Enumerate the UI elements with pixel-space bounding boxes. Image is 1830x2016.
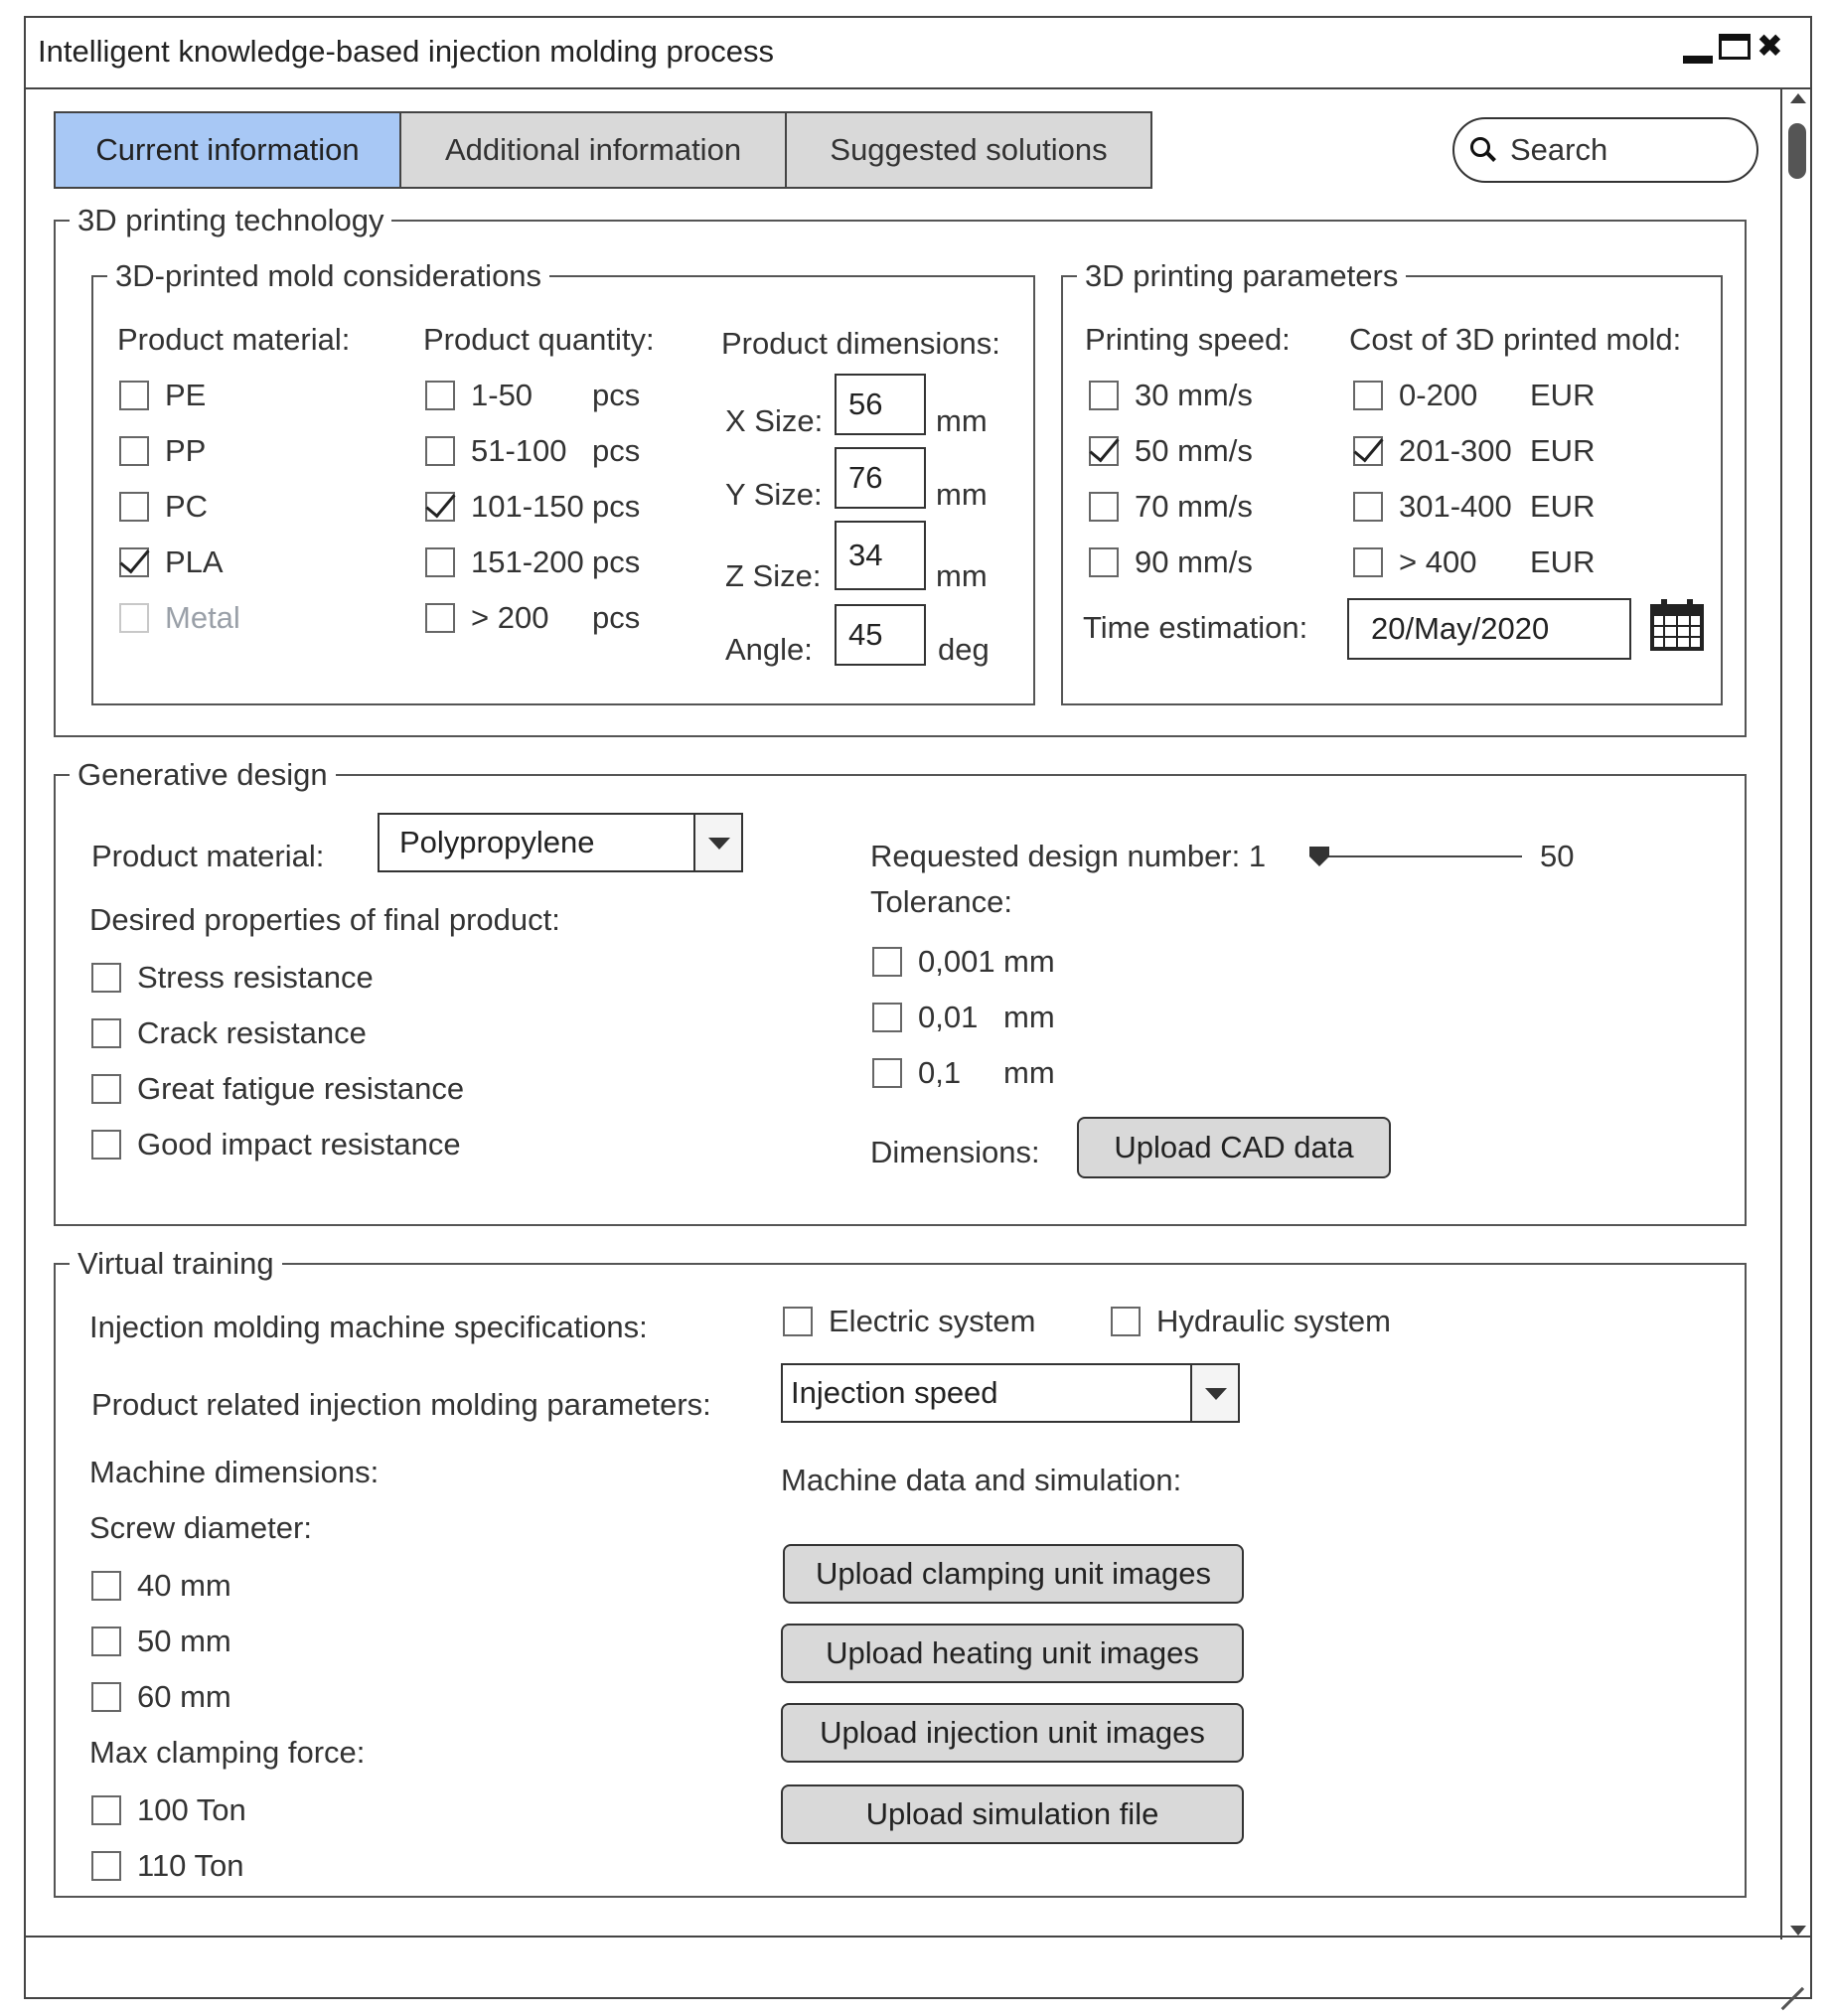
virtual-training-legend: Virtual training: [77, 1246, 274, 1281]
clamping-110[interactable]: 110 Ton: [91, 1848, 243, 1884]
screw-40[interactable]: 40 mm: [91, 1568, 231, 1604]
checkbox[interactable]: [91, 963, 121, 993]
search-input[interactable]: [1452, 117, 1758, 183]
tab-suggested-solutions[interactable]: Suggested solutions: [785, 111, 1152, 189]
checkbox-checked[interactable]: [1353, 436, 1383, 466]
design-number-max: 50: [1540, 839, 1575, 873]
mold-cost-label: Cost of 3D printed mold:: [1349, 322, 1682, 357]
quantity-151-200[interactable]: 151-200 pcs: [425, 544, 640, 580]
screw-60[interactable]: 60 mm: [91, 1679, 231, 1715]
tolerance-label: Tolerance:: [870, 884, 1013, 919]
printing-speed-label: Printing speed:: [1085, 322, 1291, 357]
tolerance-0-001[interactable]: 0,001 mm: [872, 944, 1055, 980]
checkbox[interactable]: [1089, 381, 1119, 410]
quantity-51-100[interactable]: 51-100 pcs: [425, 433, 640, 469]
checkbox[interactable]: [91, 1627, 121, 1656]
speed-90[interactable]: 90 mm/s: [1089, 544, 1253, 580]
quantity-over-200[interactable]: > 200 pcs: [425, 600, 640, 636]
property-stress[interactable]: Stress resistance: [91, 960, 374, 996]
material-pp[interactable]: PP: [119, 433, 206, 469]
vertical-scrollbar[interactable]: [1780, 89, 1812, 1939]
screw-50[interactable]: 50 mm: [91, 1624, 231, 1659]
minimize-icon[interactable]: [1683, 56, 1713, 64]
scroll-up-arrow-icon[interactable]: [1790, 93, 1806, 103]
checkbox[interactable]: [91, 1571, 121, 1601]
upload-injection-button[interactable]: Upload injection unit images: [781, 1703, 1244, 1763]
design-number-slider[interactable]: [1313, 855, 1522, 857]
product-quantity-label: Product quantity:: [423, 322, 655, 357]
printing-parameters-legend: 3D printing parameters: [1085, 258, 1399, 293]
speed-30[interactable]: 30 mm/s: [1089, 378, 1253, 413]
close-icon[interactable]: ✖: [1756, 28, 1783, 64]
checkbox[interactable]: [119, 436, 149, 466]
checkbox[interactable]: [119, 492, 149, 522]
checkbox[interactable]: [91, 1851, 121, 1881]
screw-diameter-label: Screw diameter:: [89, 1510, 312, 1545]
upload-clamping-button[interactable]: Upload clamping unit images: [783, 1544, 1244, 1604]
design-number-label: Requested design number: 1: [870, 839, 1267, 873]
machine-dimensions-label: Machine dimensions:: [89, 1455, 380, 1489]
mold-considerations-legend: 3D-printed mold considerations: [115, 258, 542, 293]
material-pla[interactable]: PLA: [119, 544, 224, 580]
property-impact[interactable]: Good impact resistance: [91, 1127, 461, 1163]
cost-201-300[interactable]: 201-300 EUR: [1353, 433, 1595, 469]
time-estimation-label: Time estimation:: [1083, 610, 1308, 645]
product-dimensions-label: Product dimensions:: [721, 326, 1000, 361]
system-electric[interactable]: Electric system: [783, 1304, 1035, 1339]
x-size-label: X Size:: [725, 403, 824, 438]
checkbox[interactable]: [425, 547, 455, 577]
checkbox[interactable]: [1089, 547, 1119, 577]
y-size-label: Y Size:: [725, 477, 823, 512]
z-size-input[interactable]: 34: [835, 521, 926, 590]
checkbox[interactable]: [872, 1058, 902, 1088]
cost-0-200[interactable]: 0-200 EUR: [1353, 378, 1595, 413]
angle-unit: deg: [938, 632, 990, 667]
checkbox-checked[interactable]: [1089, 436, 1119, 466]
upload-heating-button[interactable]: Upload heating unit images: [781, 1624, 1244, 1683]
checkbox[interactable]: [1089, 492, 1119, 522]
checkbox[interactable]: [783, 1307, 813, 1336]
tab-current-information[interactable]: Current information: [54, 111, 401, 189]
checkbox[interactable]: [425, 603, 455, 633]
speed-50[interactable]: 50 mm/s: [1089, 433, 1253, 469]
calendar-icon[interactable]: [1649, 596, 1705, 652]
y-size-input[interactable]: 76: [835, 447, 926, 509]
clamping-100[interactable]: 100 Ton: [91, 1792, 246, 1828]
desired-properties-label: Desired properties of final product:: [89, 902, 560, 937]
material-pe[interactable]: PE: [119, 378, 206, 413]
maximize-icon[interactable]: [1719, 34, 1751, 60]
checkbox[interactable]: [91, 1074, 121, 1104]
tab-additional-information[interactable]: Additional information: [399, 111, 787, 189]
checkbox[interactable]: [1353, 547, 1383, 577]
search-placeholder: Search: [1510, 132, 1608, 167]
generative-design-legend: Generative design: [77, 757, 328, 792]
z-size-label: Z Size:: [725, 558, 822, 593]
chevron-down-icon[interactable]: [693, 815, 741, 870]
angle-input[interactable]: 45: [835, 604, 926, 666]
machine-spec-label: Injection molding machine specifications:: [89, 1310, 648, 1344]
search-icon: [1468, 135, 1498, 165]
molding-params-value: Injection speed: [791, 1375, 998, 1410]
slider-handle[interactable]: [1309, 847, 1329, 868]
speed-70[interactable]: 70 mm/s: [1089, 489, 1253, 525]
title-bar: [26, 18, 1810, 89]
checkbox[interactable]: [119, 381, 149, 410]
checkbox[interactable]: [425, 436, 455, 466]
system-hydraulic[interactable]: Hydraulic system: [1111, 1304, 1391, 1339]
angle-label: Angle:: [725, 632, 813, 667]
property-fatigue[interactable]: Great fatigue resistance: [91, 1071, 464, 1107]
tolerance-0-1[interactable]: 0,1 mm: [872, 1055, 1055, 1091]
molding-params-select[interactable]: [781, 1363, 1240, 1423]
clamping-force-label: Max clamping force:: [89, 1735, 366, 1770]
checkbox[interactable]: [91, 1795, 121, 1825]
z-size-unit: mm: [936, 558, 988, 593]
checkbox[interactable]: [1111, 1307, 1141, 1336]
cost-301-400[interactable]: 301-400 EUR: [1353, 489, 1595, 525]
x-size-unit: mm: [936, 403, 988, 438]
checkbox[interactable]: [91, 1682, 121, 1712]
checkbox[interactable]: [1353, 492, 1383, 522]
status-bar: [26, 1936, 1810, 1997]
chevron-down-icon[interactable]: [1190, 1365, 1238, 1421]
gen-material-select[interactable]: [378, 813, 743, 872]
tolerance-0-01[interactable]: 0,01 mm: [872, 1000, 1055, 1035]
molding-params-label: Product related injection molding parameters:: [91, 1387, 711, 1422]
resize-grip-icon[interactable]: [1778, 1965, 1804, 1991]
quantity-1-50[interactable]: 1-50 pcs: [425, 378, 640, 413]
property-crack[interactable]: Crack resistance: [91, 1015, 367, 1051]
checkbox[interactable]: [1353, 381, 1383, 410]
checkbox[interactable]: [872, 947, 902, 977]
tab-bar: [54, 111, 1150, 189]
scroll-down-arrow-icon[interactable]: [1790, 1926, 1806, 1936]
upload-cad-button[interactable]: Upload CAD data: [1077, 1117, 1391, 1178]
gen-dimensions-label: Dimensions:: [870, 1135, 1040, 1169]
quantity-101-150[interactable]: 101-150 pcs: [425, 489, 640, 525]
checkbox[interactable]: [425, 381, 455, 410]
checkbox-checked[interactable]: [119, 547, 149, 577]
gen-material-value: Polypropylene: [399, 825, 595, 859]
time-estimation-input[interactable]: 20/May/2020: [1347, 598, 1631, 660]
checkbox[interactable]: [91, 1130, 121, 1160]
checkbox[interactable]: [91, 1018, 121, 1048]
product-material-label: Product material:: [117, 322, 351, 357]
upload-simulation-button[interactable]: Upload simulation file: [781, 1784, 1244, 1844]
x-size-input[interactable]: 56: [835, 374, 926, 435]
checkbox[interactable]: [872, 1003, 902, 1032]
material-pc[interactable]: PC: [119, 489, 208, 525]
machine-data-label: Machine data and simulation:: [781, 1463, 1182, 1497]
cost-over-400[interactable]: > 400 EUR: [1353, 544, 1595, 580]
window-title: Intelligent knowledge-based injection molding process: [38, 34, 775, 69]
checkbox-disabled: [119, 603, 149, 633]
y-size-unit: mm: [936, 477, 988, 512]
material-metal: Metal: [119, 600, 240, 636]
scroll-thumb[interactable]: [1788, 123, 1806, 179]
printing-technology-legend: 3D printing technology: [77, 203, 384, 237]
checkbox-checked[interactable]: [425, 492, 455, 522]
gen-material-label: Product material:: [91, 839, 325, 873]
